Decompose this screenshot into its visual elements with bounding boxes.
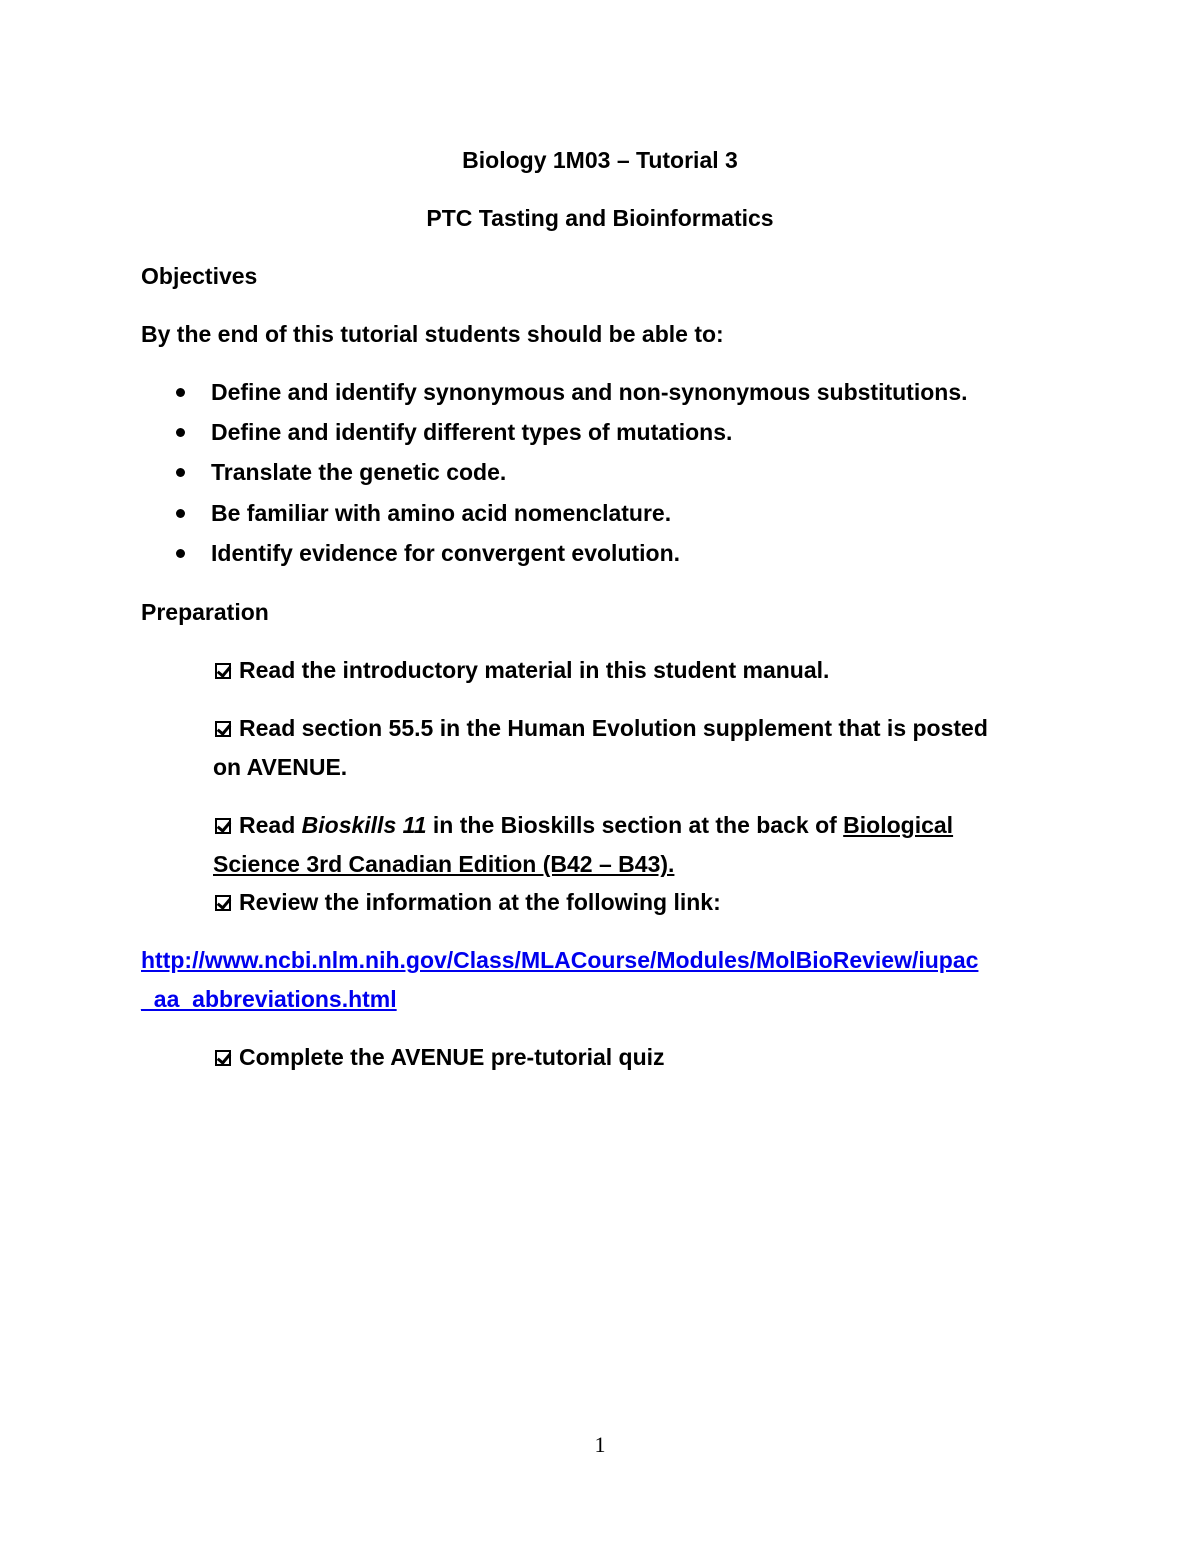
objectives-intro: By the end of this tutorial students should be able to:: [141, 321, 724, 347]
prep-item-section: [215, 714, 988, 742]
list-item: [173, 539, 968, 579]
list-item: [173, 418, 968, 458]
list-item-text: Define and identify synonymous and non-synonymous substitutions.: [211, 379, 968, 405]
prep-item-text: Read the introductory material in this student manual.: [239, 657, 830, 683]
ncbi-link-line2[interactable]: _aa_abbreviations.html: [141, 986, 397, 1012]
document-subtitle: PTC Tasting and Bioinformatics: [426, 205, 774, 231]
bullet-icon: [176, 509, 185, 518]
prep-item-text: Complete the AVENUE pre-tutorial quiz: [239, 1044, 665, 1070]
list-item: [173, 378, 968, 418]
bullet-icon: [176, 428, 185, 437]
checked-box-icon: [215, 818, 231, 834]
book-title-cont: Science 3rd Canadian Edition (B42 – B43).: [213, 851, 675, 877]
prep-item-text: Review the information at the following link:: [239, 889, 721, 915]
bullet-icon: [176, 388, 185, 397]
list-item-text: Define and identify different types of mutations.: [211, 419, 733, 446]
prep-item-manual: [215, 656, 829, 684]
prep-item-bioskills: [215, 811, 953, 839]
bullet-icon: [176, 549, 185, 558]
objectives-list: [173, 378, 968, 579]
list-item: [173, 499, 968, 539]
objectives-heading: Objectives: [141, 263, 258, 289]
prep-item-text: Read: [239, 812, 296, 838]
bullet-icon: [176, 468, 185, 477]
preparation-heading: Preparation: [141, 599, 269, 625]
document-title: Biology 1M03 – Tutorial 3: [462, 147, 738, 173]
page-number: 1: [594, 1432, 606, 1457]
bioskills-ref: Bioskills 11: [301, 812, 427, 838]
prep-item-text: in the Bioskills section at the back of: [432, 812, 837, 838]
checked-box-icon: [215, 895, 231, 911]
prep-item-quiz: [215, 1043, 665, 1071]
ncbi-link-cont[interactable]: [141, 985, 397, 1013]
checked-box-icon: [215, 663, 231, 679]
ncbi-link-line1[interactable]: http://www.ncbi.nlm.nih.gov/Class/MLACourse/Modules/MolBioReview/iupac: [141, 947, 979, 973]
checked-box-icon: [215, 1050, 231, 1066]
prep-item-review: [215, 888, 721, 916]
list-item-text: Be familiar with amino acid nomenclature.: [211, 499, 672, 526]
list-item-text: Translate the genetic code.: [211, 459, 507, 486]
ncbi-link[interactable]: [141, 946, 978, 974]
prep-item-bioskills-cont: [213, 850, 674, 878]
prep-item-section-cont: on AVENUE.: [213, 754, 348, 780]
checked-box-icon: [215, 721, 231, 737]
list-item-text: Identify evidence for convergent evolution.: [211, 539, 681, 566]
prep-item-text: Read section 55.5 in the Human Evolution supplement that is posted: [239, 715, 988, 741]
list-item: [173, 458, 968, 498]
book-title: Biological: [843, 812, 954, 838]
